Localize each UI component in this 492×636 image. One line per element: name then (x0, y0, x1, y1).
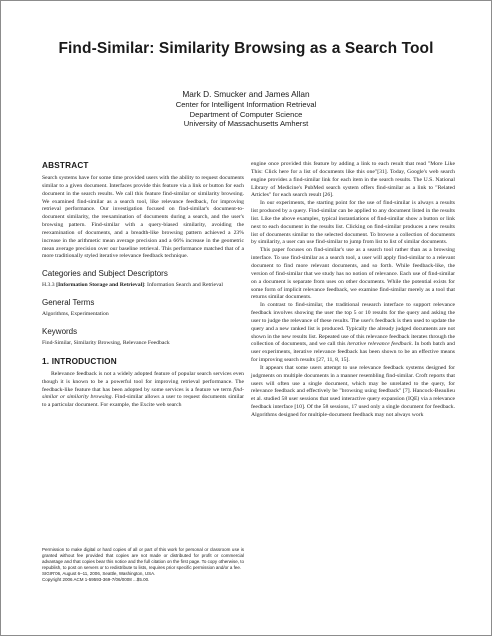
affiliation-line: Center for Intelligent Information Retrieval (175, 100, 317, 109)
intro-text-part: . Find-similar allows a user to request documents similar to a particular document. For example, the Excite web search (42, 394, 244, 409)
body-paragraph (251, 302, 455, 365)
keywords-heading: Keywords (42, 326, 78, 336)
body-text-part: In contrast to find-similar, the traditional research interface to support relevance feedback involves showing the user the top 5 or 10 results for the query and asking the user to judge the relevance of these results. The user's feedback is then used to update the query and a new ranked list is produced. Typically the already judged documents are not shown in the new results list. Repeated use of this relevance feedback iterates through the collection of documents, and we call this (251, 302, 455, 348)
abstract-text: Search systems have for some time provided users with the ability to request documents similar to a given document. Interfaces provide this feature via a link or button for each document in the search results. We call this feature find-similar or similarity browsing. We examined find-similar as a search tool, like relevance feedback, for improving retrieval performance. Our investigation focused on find-similar's document-to-document similarity, the reexamination of documents during a search, and the user's browsing pattern. Find-similar with a query-biased similarity, avoiding the reexamination of documents, and a breadth-like browsing pattern achieved a 23% increase in the arithmetic mean average precision and a 66% increase in the geometric mean average precision over our baseline retrieval. This performance matched that of a more traditionally styled iterative relevance feedback technique. (42, 175, 244, 260)
body-text-part: . In both batch and user experiments, iterative relevance feedback has been shown to be an effective means for improving search results [27, 11, 8, 15]. (251, 341, 455, 364)
permission-notice (42, 547, 244, 582)
permission-text: Permission to make digital or hard copies of all or part of this work for personal or classroom use is granted without fee provided that copies are not made or distributed for profit or commercial advantage and that copies bear this notice and the full citation on the first page. To copy otherwise, to republish, to post on servers or to redistribute to lists, requires prior specific permission and/or a fee. (42, 547, 244, 570)
body-paragraph: It appears that some users attempt to use relevance feedback systems designed for judgments on multiple documents in a manner resembling find-similar. Croft reports that users will often use a single document, which may be unrelated to the query, for relevance feedback and effectively be "browsing using feedback" [7]. Hancock-Beaulieu et al. studied 58 user sessions that used interactive query expansion (IQE) via a relevance feedback interface [10]. Of the 58 sessions, 17 used only a single document for feedback. Algorithms designed for multiple-document feedback may not always work (251, 364, 455, 418)
body-emphasis: iterative relevance feedback (347, 341, 412, 348)
category-code: H.3.3 (42, 282, 55, 289)
intro-text-part: Relevance feedback is not a widely adopted feature of popular search services even though it is known to be a powerful tool for improving retrieval performance. The feedback-like feature that has been adopted by some services is a feature we term (42, 370, 244, 393)
introduction-paragraph (42, 371, 244, 410)
introduction-heading: 1. INTRODUCTION (42, 356, 117, 366)
intro-emphasis: find-similar or similarity browsing (42, 386, 244, 401)
categories-heading: Categories and Subject Descriptors (42, 269, 168, 279)
conference-line: SIGIR'06, August 6–11, 2006, Seattle, Washington, USA. (42, 570, 156, 576)
affiliation-line: University of Massachusetts Amherst (183, 119, 309, 129)
left-column (42, 161, 244, 410)
abstract-heading: ABSTRACT (42, 161, 89, 170)
general-terms-heading: General Terms (42, 298, 95, 308)
body-paragraph: In our experiments, the starting point for the use of find-similar is always a results list produced by a query. Find-similar can be applied to any document listed in the results list. Like the above examples, typical instantiations of find-similar show a button or link next to each document in the results list. Clicking on find-similar produces a new results list of documents similar to the selected document. To browse a collection of documents by similarity, a user can use find-similar to jump from list to list of similar documents. (251, 200, 455, 246)
category-label: [Information Storage and Retrieval] (56, 282, 145, 289)
paper-title: Find-Similar: Similarity Browsing as a Search Tool (58, 40, 434, 57)
body-paragraph: This paper focuses on find-similar's use as a search tool rather than as a browsing interface. To use find-similar as a search tool, a user will apply find-similar to a relevant document to find more relevant documents, and so forth. While feedback-like, the version of find-similar that we study has no notion of relevance. Each use of find-similar on a document is separate from uses on other documents. While the potential exists for some form of implicit relevance feedback, we examine find-similar merely as a tool that returns similar documents. (251, 247, 455, 301)
right-column (251, 161, 455, 420)
category-description: : Information Search and Retrieval (144, 282, 224, 289)
body-paragraph: engine once provided this feature by adding a link to each result that read "More Like This: Click here for a list of documents like this one"[31]. Today, Google's web search engine provides a find-similar link for each item in the search results. The U.S. National Library of Medicine's PubMed search system offers find-similar as a link to "Related Articles" for each search result [26]. (251, 161, 455, 199)
categories-text (42, 282, 244, 290)
affiliation-line: Department of Computer Science (189, 109, 303, 119)
keywords-text: Find-Similar, Similarity Browsing, Relevance Feedback (42, 339, 170, 346)
general-terms-text: Algorithms, Experimentation (42, 311, 109, 318)
author-names: Mark D. Smucker and James Allan (182, 89, 310, 99)
copyright-line: Copyright 2006 ACM 1-59593-369-7/06/0008 ...$5.00. (42, 576, 150, 582)
author-block (1, 89, 491, 129)
